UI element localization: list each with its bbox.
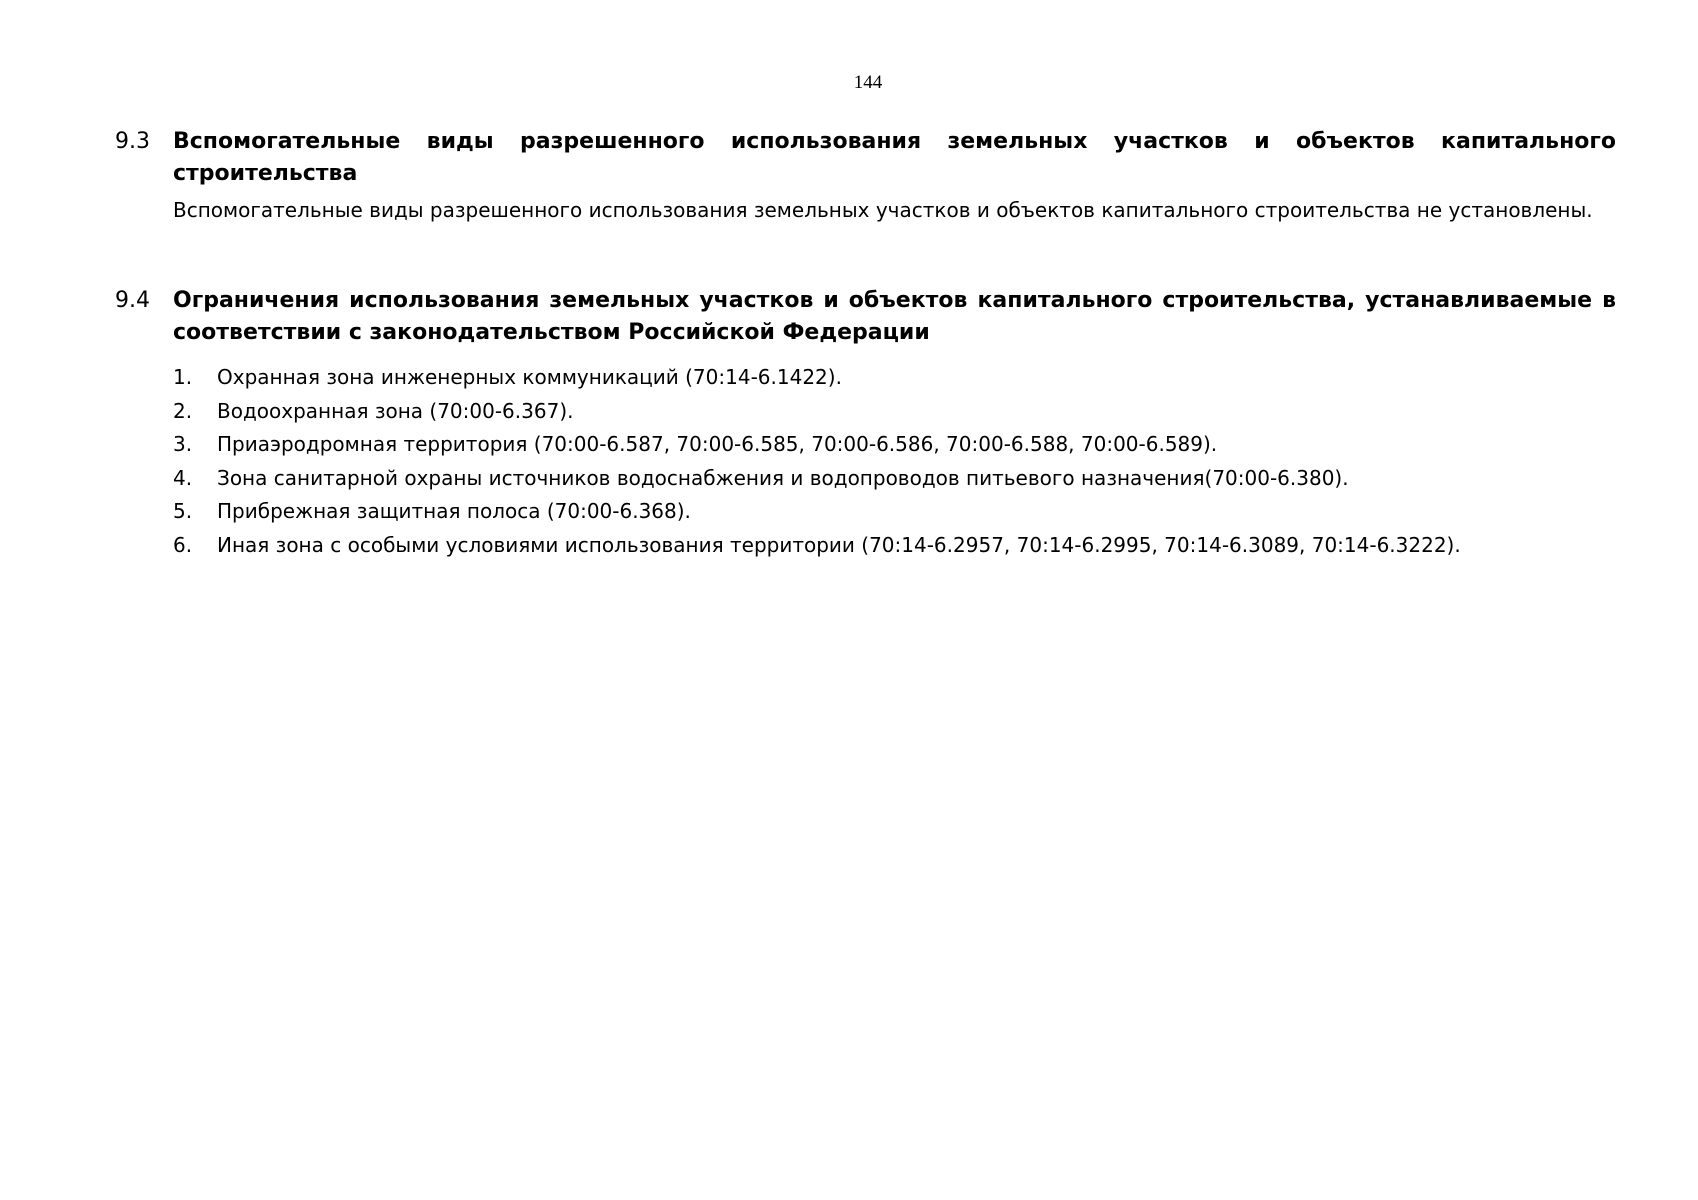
list-item-text: Охранная зона инженерных коммуникаций (70:14-6.1422). bbox=[217, 365, 842, 389]
list-item-text: Иная зона с особыми условиями использования территории (70:14-6.2957, 70:14-6.2995, 70:14-6.3089, 70:14-6.3222). bbox=[217, 532, 1461, 557]
section-title: Вспомогательные виды разрешенного использования земельных участков и объектов капитального строительства bbox=[173, 129, 1616, 186]
section-title: Ограничения использования земельных участков и объектов капитального строительства, устанавливаемые в соответствии с законодательством Российской Федерации bbox=[173, 288, 1616, 345]
list-item-number: 1. bbox=[173, 365, 193, 389]
section-body-text: Вспомогательные виды разрешенного использования земельных участков и объектов капитального строительства не установлены. bbox=[173, 198, 1593, 222]
list-item bbox=[173, 428, 1616, 462]
list-item-number: 4. bbox=[173, 465, 193, 490]
list-item bbox=[173, 462, 1616, 496]
list-item-text: Водоохранная зона (70:00-6.367). bbox=[217, 398, 574, 423]
section-heading bbox=[115, 126, 1616, 190]
list-item-text: Приаэродромная территория (70:00-6.587, 70:00-6.585, 70:00-6.586, 70:00-6.588, 70:00-6.589). bbox=[217, 432, 1218, 456]
list-item-number: 2. bbox=[173, 398, 193, 423]
section-number: 9.4 bbox=[115, 288, 150, 313]
list-item-text: Зона санитарной охраны источников водоснабжения и водопроводов питьевого назначения(70:00-6.380). bbox=[217, 465, 1349, 490]
list-item bbox=[173, 361, 1616, 395]
section-9-3 bbox=[115, 126, 1616, 225]
list-item-number: 6. bbox=[173, 532, 193, 557]
list-item bbox=[173, 495, 1616, 529]
list-item-text: Прибрежная защитная полоса (70:00-6.368). bbox=[217, 499, 691, 523]
section-9-4 bbox=[115, 285, 1616, 562]
list-item bbox=[173, 529, 1616, 563]
list-item-number: 3. bbox=[173, 432, 193, 456]
page-number: 144 bbox=[853, 72, 883, 93]
restrictions-list bbox=[173, 361, 1616, 562]
section-heading bbox=[115, 285, 1616, 349]
section-number: 9.3 bbox=[115, 129, 150, 154]
list-item bbox=[173, 395, 1616, 429]
list-item-number: 5. bbox=[173, 499, 193, 523]
